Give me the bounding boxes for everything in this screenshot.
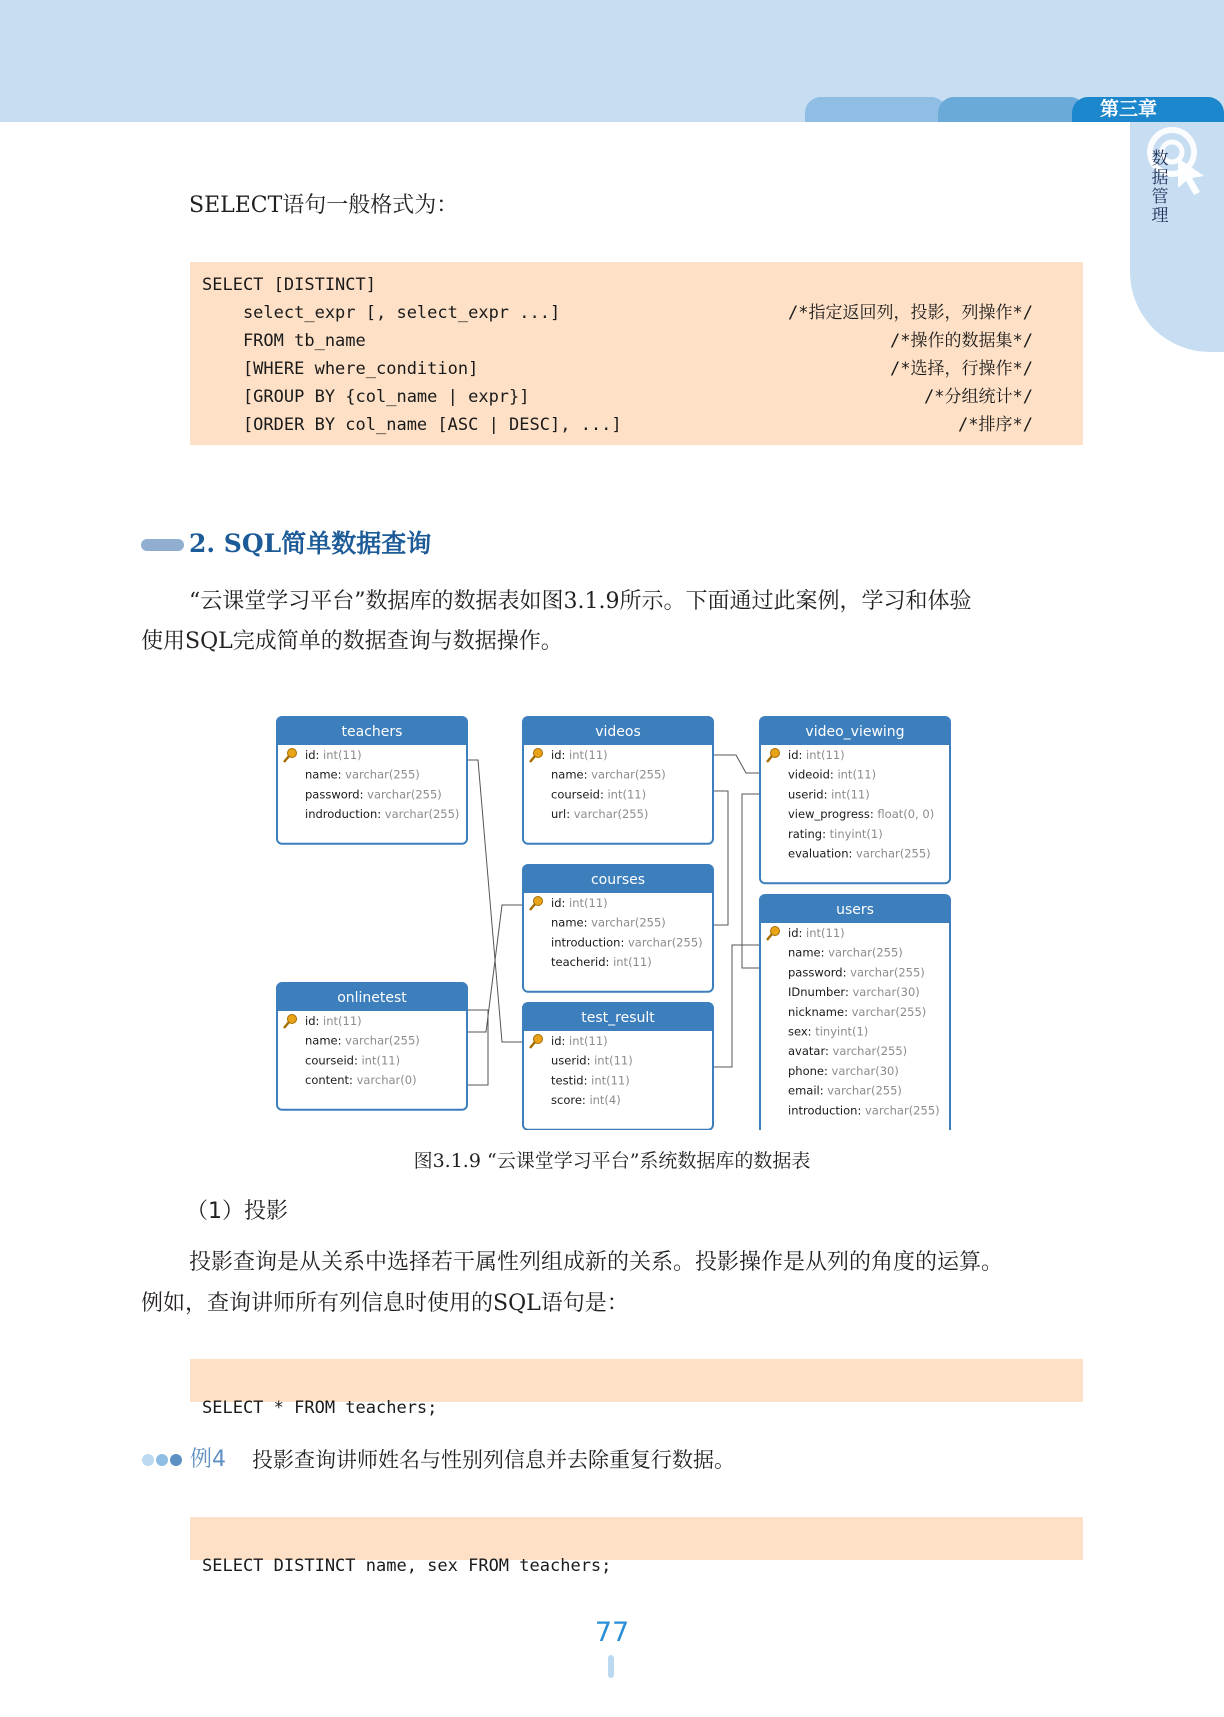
code-line xyxy=(190,383,1083,411)
table-field xyxy=(788,965,925,979)
field-type: varchar(255) xyxy=(367,787,442,802)
code-text: [GROUP BY {col_name | expr}] xyxy=(202,387,530,407)
syntax-code-block xyxy=(190,262,1083,445)
field-separator: : xyxy=(561,748,570,762)
field-name: password xyxy=(305,787,360,802)
chapter-tab: 第三章 xyxy=(1072,97,1224,122)
field-separator: : xyxy=(583,767,592,782)
field-type: varchar(255) xyxy=(856,846,931,861)
field-separator: : xyxy=(807,1024,816,1039)
field-type: float(0, 0) xyxy=(877,807,935,822)
field-name: rating xyxy=(788,826,823,841)
table-videos xyxy=(523,717,713,844)
field-separator: : xyxy=(829,767,838,782)
field-type: int(11) xyxy=(837,767,877,782)
side-vertical-title xyxy=(1148,150,1172,226)
field-name: indroduction xyxy=(305,807,378,822)
code-line xyxy=(190,1524,1083,1576)
field-separator: : xyxy=(824,1063,832,1078)
field-separator: : xyxy=(377,807,385,822)
table-field xyxy=(305,1053,400,1067)
figure-caption: 图3.1.9 “云课堂学习平台”系统数据库的数据表 xyxy=(413,1150,811,1172)
field-separator: : xyxy=(820,945,829,960)
field-type: varchar(0) xyxy=(356,1073,417,1088)
field-name: avatar xyxy=(788,1044,825,1059)
field-name: name xyxy=(788,945,821,960)
field-type: varchar(30) xyxy=(852,985,920,1000)
field-separator: : xyxy=(844,985,853,1000)
relation-line xyxy=(713,945,760,1067)
field-name: id xyxy=(551,896,562,910)
example-dots-icon xyxy=(141,1452,185,1468)
table-title: onlinetest xyxy=(337,990,407,1006)
field-separator: : xyxy=(561,1034,570,1048)
table-field xyxy=(788,1084,902,1098)
field-separator: : xyxy=(798,748,807,762)
field-separator: : xyxy=(822,826,830,841)
table-video-viewing xyxy=(760,717,950,883)
field-type: varchar(255) xyxy=(573,807,649,822)
field-type: varchar(255) xyxy=(828,945,903,960)
table-title: videos xyxy=(595,724,641,740)
field-name: id xyxy=(551,1034,562,1048)
table-field xyxy=(788,748,845,762)
field-name: phone xyxy=(788,1063,824,1078)
code-comment: /*分组统计*/ xyxy=(924,387,1033,407)
relation-line xyxy=(713,755,760,773)
field-name: content xyxy=(305,1073,350,1088)
field-separator: : xyxy=(337,767,346,782)
field-type: int(11) xyxy=(323,1014,362,1028)
field-separator: : xyxy=(823,787,832,802)
table-field xyxy=(788,1064,899,1078)
field-type: int(11) xyxy=(569,896,608,910)
field-separator: : xyxy=(819,1083,828,1098)
relation-line xyxy=(467,760,523,1042)
code-text: SELECT DISTINCT name, sex FROM teachers; xyxy=(202,1556,612,1576)
table-title: users xyxy=(836,902,874,918)
field-name: name xyxy=(551,767,584,782)
field-type: varchar(255) xyxy=(591,915,666,930)
field-separator: : xyxy=(848,846,857,861)
table-field xyxy=(788,985,920,999)
table-onlinetest xyxy=(277,983,467,1110)
header-tab-decor-1 xyxy=(805,97,947,122)
field-type: int(11) xyxy=(613,955,652,970)
field-type: varchar(255) xyxy=(850,965,925,980)
projection-paragraph-line2: 例如，查询讲师所有列信息时使用的SQL语句是： xyxy=(141,1291,629,1316)
field-name: courseid xyxy=(551,787,600,802)
table-field xyxy=(788,827,883,841)
field-type: int(11) xyxy=(831,787,870,802)
field-type: varchar(255) xyxy=(864,1103,940,1118)
table-courses xyxy=(523,865,713,992)
field-separator: : xyxy=(620,935,628,950)
table-field xyxy=(788,1005,926,1019)
table-field xyxy=(551,1093,621,1107)
field-type: varchar(255) xyxy=(345,767,420,782)
field-type: int(4) xyxy=(589,1093,621,1108)
code-text: FROM tb_name xyxy=(202,331,366,351)
field-name: userid xyxy=(788,787,824,802)
field-name: name xyxy=(305,767,338,782)
field-name: id xyxy=(305,1014,316,1028)
field-separator: : xyxy=(605,955,614,970)
relation-line xyxy=(713,791,728,925)
projection-code-block xyxy=(190,1359,1083,1418)
example-text: 投影查询讲师姓名与性别列信息并去除重复行数据。 xyxy=(252,1448,735,1472)
table-title: teachers xyxy=(341,724,403,740)
table-field xyxy=(788,1103,940,1117)
field-name: url xyxy=(551,807,567,822)
table-field xyxy=(305,1034,420,1048)
field-name: email xyxy=(788,1083,820,1098)
side-title-char: 理 xyxy=(1151,206,1169,226)
field-name: id xyxy=(788,748,799,762)
code-text: SELECT [DISTINCT] xyxy=(202,275,376,295)
field-type: tinyint(1) xyxy=(815,1024,869,1039)
field-name: id xyxy=(551,748,562,762)
field-separator: : xyxy=(586,1053,595,1068)
field-type: int(11) xyxy=(594,1053,633,1068)
field-name: id xyxy=(788,926,799,940)
table-title: video_viewing xyxy=(805,724,905,740)
field-type: int(11) xyxy=(607,787,647,802)
field-separator: : xyxy=(353,1053,362,1068)
syntax-lines xyxy=(190,271,1083,439)
field-name: nickname xyxy=(788,1004,845,1019)
projection-paragraph-line1: 投影查询是从关系中选择若干属性列组成新的关系。投影操作是从列的角度的运算。 xyxy=(189,1250,1004,1275)
field-name: evaluation xyxy=(788,846,849,861)
table-field xyxy=(305,787,442,801)
field-type: varchar(255) xyxy=(345,1033,420,1048)
code-comment: /*指定返回列，投影，列操作*/ xyxy=(788,303,1033,323)
field-separator: : xyxy=(583,915,592,930)
relation-line xyxy=(467,905,523,1032)
field-type: varchar(255) xyxy=(827,1083,902,1098)
table-field xyxy=(551,807,648,821)
field-name: videoid xyxy=(788,767,830,782)
field-name: IDnumber xyxy=(788,985,845,1000)
table-field xyxy=(788,946,903,960)
code-text: select_expr [, select_expr ...] xyxy=(202,303,561,323)
table-field xyxy=(788,1044,907,1058)
field-type: varchar(30) xyxy=(831,1063,899,1078)
field-type: varchar(255) xyxy=(851,1004,927,1019)
field-type: varchar(255) xyxy=(591,767,666,782)
field-name: name xyxy=(551,915,584,930)
table-field xyxy=(788,847,931,861)
code-line xyxy=(190,411,1083,439)
code-text: SELECT * FROM teachers; xyxy=(202,1398,438,1418)
field-type: varchar(255) xyxy=(384,807,460,822)
side-title-char: 数 xyxy=(1151,149,1169,169)
code-line xyxy=(190,355,1083,383)
field-separator: : xyxy=(337,1033,346,1048)
field-name: teacherid xyxy=(551,955,606,970)
field-separator: : xyxy=(566,807,574,822)
field-type: int(11) xyxy=(323,748,362,762)
table-field xyxy=(788,787,870,801)
section-title: 2. SQL简单数据查询 xyxy=(189,529,432,558)
field-name: introduction xyxy=(788,1103,858,1118)
code-comment: /*排序*/ xyxy=(958,415,1033,435)
field-separator: : xyxy=(349,1073,357,1088)
field-separator: : xyxy=(869,807,878,822)
field-separator: : xyxy=(844,1004,852,1019)
table-field xyxy=(551,1073,630,1087)
table-title: courses xyxy=(590,872,646,888)
field-separator: : xyxy=(581,1093,590,1108)
field-name: introduction xyxy=(551,935,621,950)
field-name: id xyxy=(305,748,316,762)
table-field xyxy=(305,1014,362,1028)
code-text: [WHERE where_condition] xyxy=(202,359,479,379)
field-separator: : xyxy=(798,926,807,940)
table-field xyxy=(551,748,608,762)
relation-line xyxy=(742,794,760,968)
field-separator: : xyxy=(842,965,851,980)
section-paragraph-line1: “云课堂学习平台”数据库的数据表如图3.1.9所示。下面通过此案例，学习和体验 xyxy=(189,589,972,614)
field-name: userid xyxy=(551,1053,587,1068)
code-comment: /*操作的数据集*/ xyxy=(890,331,1033,351)
table-field xyxy=(305,768,420,782)
example-code-block xyxy=(190,1517,1083,1576)
table-test-result xyxy=(523,1003,713,1130)
table-field xyxy=(788,807,934,821)
code-line xyxy=(190,327,1083,355)
table-field xyxy=(551,935,703,949)
table-field xyxy=(305,807,459,821)
field-type: varchar(255) xyxy=(832,1044,908,1059)
example-label: 例4 xyxy=(190,1447,226,1472)
table-users xyxy=(760,895,950,1130)
header-tab-decor-2 xyxy=(938,97,1086,122)
table-field xyxy=(551,1034,608,1048)
table-field xyxy=(551,1054,633,1068)
er-diagram xyxy=(276,715,954,1130)
table-field xyxy=(788,926,845,940)
field-separator: : xyxy=(857,1103,865,1118)
section-paragraph-line2: 使用SQL完成简单的数据查询与数据操作。 xyxy=(141,629,563,654)
field-type: int(11) xyxy=(361,1053,401,1068)
field-type: int(11) xyxy=(806,748,845,762)
field-name: courseid xyxy=(305,1053,354,1068)
page-tick xyxy=(608,1655,614,1678)
field-name: name xyxy=(305,1033,338,1048)
section-bar-icon xyxy=(141,539,184,551)
field-type: varchar(255) xyxy=(627,935,703,950)
side-title-char: 管 xyxy=(1151,187,1169,207)
field-separator: : xyxy=(561,896,570,910)
field-type: int(11) xyxy=(569,748,608,762)
side-title-char: 据 xyxy=(1151,168,1169,188)
field-name: testid xyxy=(551,1073,584,1088)
page-number: 77 xyxy=(594,1617,630,1648)
field-separator: : xyxy=(315,748,324,762)
field-name: score xyxy=(551,1093,582,1108)
table-teachers xyxy=(277,717,467,844)
field-separator: : xyxy=(583,1073,592,1088)
table-field xyxy=(551,896,608,910)
projection-heading: （1）投影 xyxy=(186,1199,288,1224)
field-name: view_progress xyxy=(788,807,870,822)
field-type: tinyint(1) xyxy=(829,826,883,841)
field-separator: : xyxy=(315,1014,324,1028)
code-line xyxy=(190,271,1083,299)
field-type: int(11) xyxy=(569,1034,608,1048)
field-separator: : xyxy=(359,787,368,802)
table-field xyxy=(305,1073,417,1087)
code-line xyxy=(190,1366,1083,1418)
field-type: int(11) xyxy=(806,926,845,940)
table-field xyxy=(551,768,666,782)
field-name: sex xyxy=(788,1024,808,1039)
code-line xyxy=(190,299,1083,327)
table-field xyxy=(788,1025,868,1039)
table-field xyxy=(551,955,652,969)
table-field xyxy=(551,787,646,801)
field-separator: : xyxy=(824,1044,833,1059)
field-type: int(11) xyxy=(591,1073,630,1088)
code-text: [ORDER BY col_name [ASC | DESC], ...] xyxy=(202,415,622,435)
table-title: test_result xyxy=(581,1010,655,1026)
table-field xyxy=(788,768,876,782)
field-name: password xyxy=(788,965,843,980)
relation-line xyxy=(467,1010,488,1085)
general-format-text: SELECT语句一般格式为： xyxy=(189,193,459,218)
table-field xyxy=(551,916,666,930)
code-comment: /*选择，行操作*/ xyxy=(890,359,1033,379)
table-field xyxy=(305,748,362,762)
field-separator: : xyxy=(599,787,608,802)
